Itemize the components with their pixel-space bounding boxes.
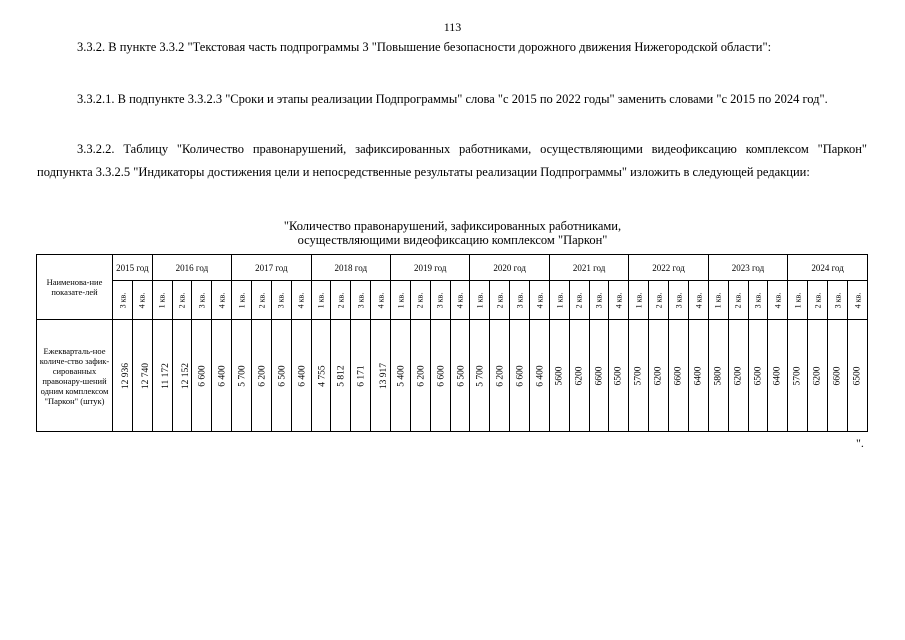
quarter-header: [768, 281, 788, 320]
quarter-header: [490, 281, 510, 320]
value-text: 5 812: [337, 365, 348, 387]
value-cell: [549, 320, 569, 432]
value-text: 6600: [832, 366, 843, 386]
value-cell: [470, 320, 490, 432]
quarter-header: [470, 281, 490, 320]
value-text: 6600: [673, 366, 684, 386]
quarter-header: [351, 281, 371, 320]
value-text: 6 200: [416, 365, 427, 387]
quarter-header: [788, 281, 808, 320]
table-caption: [0, 219, 905, 247]
quarter-header: [629, 281, 649, 320]
value-text: 6400: [693, 366, 704, 386]
paragraph-3-3-2: [37, 36, 867, 59]
quarter-label: 1 кв.: [316, 292, 326, 309]
quarter-label: 4 кв.: [376, 292, 386, 309]
quarter-header-row: [37, 281, 868, 320]
quarter-header: [669, 281, 689, 320]
value-text: 6 600: [515, 365, 526, 387]
value-cell: [291, 320, 311, 432]
value-text: 12 152: [180, 362, 191, 390]
quarter-header: [132, 281, 152, 320]
paragraph-3-3-2-2: [37, 138, 867, 184]
quarter-label: 1 кв.: [395, 292, 405, 309]
value-text: 11 172: [160, 363, 171, 389]
value-text: 13 917: [379, 362, 390, 390]
value-text: 6 600: [198, 365, 209, 387]
parkon-violations-table: [36, 254, 868, 432]
quarter-header: [609, 281, 629, 320]
paragraph-text: 3.3.2. В пункте 3.3.2 "Текстовая часть подпрограммы 3 "Повышение безопасности дорожного движения Нижегородской области":: [77, 40, 772, 54]
value-cell: [410, 320, 430, 432]
value-cell: [152, 320, 172, 432]
quarter-label: 4 кв.: [693, 292, 703, 309]
year-header: 2017 год: [232, 255, 311, 281]
value-text: 6 500: [277, 365, 288, 387]
value-cell: [311, 320, 331, 432]
value-text: 4 755: [317, 365, 328, 387]
quarter-label: 3 кв.: [197, 292, 207, 309]
value-text: 6 200: [257, 365, 268, 387]
quarter-header: [808, 281, 828, 320]
value-cell: [351, 320, 371, 432]
value-text: 6400: [772, 366, 783, 386]
quarter-label: 1 кв.: [793, 292, 803, 309]
quarter-label: 4 кв.: [852, 292, 862, 309]
quarter-header: [827, 281, 847, 320]
quarter-header: [510, 281, 530, 320]
value-cell: [569, 320, 589, 432]
quarter-label: 2 кв.: [813, 292, 823, 309]
value-cell: [589, 320, 609, 432]
year-header-row: [37, 255, 868, 281]
quarter-label: 2 кв.: [733, 292, 743, 309]
year-header: 2020 год: [470, 255, 549, 281]
value-cell: [391, 320, 411, 432]
paragraph-3-3-2-1: [37, 88, 867, 111]
quarter-label: 3 кв.: [753, 292, 763, 309]
year-header: 2021 год: [549, 255, 628, 281]
quarter-header: [331, 281, 351, 320]
value-text: 6600: [594, 366, 605, 386]
quarter-label: 4 кв.: [217, 292, 227, 309]
quarter-header: [232, 281, 252, 320]
value-text: 6500: [852, 366, 863, 386]
quarter-label: 1 кв.: [475, 292, 485, 309]
value-text: 6200: [812, 366, 823, 386]
value-cell: [649, 320, 669, 432]
quarter-label: 2 кв.: [495, 292, 505, 309]
quarter-header: [271, 281, 291, 320]
year-header: 2023 год: [708, 255, 787, 281]
value-text: 5700: [633, 366, 644, 386]
indicator-name: Ежекварталь-ное количе-ство зафик-сированных правонару-шений одним комплексом "Паркон" (штук): [37, 320, 113, 432]
quarter-header: [371, 281, 391, 320]
value-cell: [768, 320, 788, 432]
value-text: 5 700: [476, 365, 487, 387]
quarter-label: 1 кв.: [634, 292, 644, 309]
quarter-label: 4 кв.: [296, 292, 306, 309]
value-cell: [827, 320, 847, 432]
quarter-header: [589, 281, 609, 320]
year-header: 2015 год: [113, 255, 153, 281]
value-cell: [688, 320, 708, 432]
value-text: 5 700: [237, 365, 248, 387]
quarter-label: 4 кв.: [534, 292, 544, 309]
value-text: 6200: [653, 366, 664, 386]
quarter-header: [748, 281, 768, 320]
quarter-header: [530, 281, 550, 320]
value-text: 5700: [792, 366, 803, 386]
value-cell: [132, 320, 152, 432]
table-row: [37, 320, 868, 432]
quarter-header: [708, 281, 728, 320]
quarter-header: [311, 281, 331, 320]
value-cell: [808, 320, 828, 432]
year-header: 2024 год: [788, 255, 868, 281]
quarter-label: 3 кв.: [356, 292, 366, 309]
quarter-header: [291, 281, 311, 320]
value-cell: [232, 320, 252, 432]
quarter-label: 4 кв.: [614, 292, 624, 309]
quarter-header: [410, 281, 430, 320]
value-text: 6 400: [535, 365, 546, 387]
value-cell: [450, 320, 470, 432]
value-text: 12 740: [140, 362, 151, 390]
quarter-header: [688, 281, 708, 320]
quarter-label: 3 кв.: [276, 292, 286, 309]
value-text: 6 400: [217, 365, 228, 387]
quarter-header: [549, 281, 569, 320]
row-header-title: Наименова-ние показате-лей: [37, 255, 113, 320]
table-caption-line-1: "Количество правонарушений, зафиксированных работниками,: [283, 219, 622, 233]
quarter-header: [252, 281, 272, 320]
value-cell: [371, 320, 391, 432]
value-text: 5 400: [396, 365, 407, 387]
value-cell: [212, 320, 232, 432]
quarter-label: 2 кв.: [654, 292, 664, 309]
value-cell: [172, 320, 192, 432]
quarter-label: 3 кв.: [435, 292, 445, 309]
value-cell: [748, 320, 768, 432]
quarter-header: [847, 281, 867, 320]
value-cell: [847, 320, 867, 432]
value-cell: [510, 320, 530, 432]
value-text: 6 200: [496, 365, 507, 387]
value-text: 6500: [753, 366, 763, 386]
year-header: 2016 год: [152, 255, 231, 281]
value-cell: [192, 320, 212, 432]
paragraph-text: 3.3.2.1. В подпункте 3.3.2.3 "Сроки и этапы реализации Подпрограммы" слова "с 2015 по 2022 годы" заменить словами "с 2015 по 2024 год".: [77, 92, 828, 106]
quarter-label: 1 кв.: [237, 292, 247, 309]
quarter-header: [192, 281, 212, 320]
quarter-label: 2 кв.: [177, 292, 187, 309]
value-cell: [788, 320, 808, 432]
quarter-header: [212, 281, 232, 320]
quarter-label: 4 кв.: [455, 292, 465, 309]
quarter-header: [152, 281, 172, 320]
value-cell: [629, 320, 649, 432]
quarter-label: 4 кв.: [773, 292, 783, 309]
quarter-header: [113, 281, 133, 320]
quarter-label: 1 кв.: [554, 292, 564, 309]
quarter-label: 4 кв.: [137, 292, 147, 309]
value-cell: [728, 320, 748, 432]
year-header: 2019 год: [391, 255, 470, 281]
value-text: 12 936: [121, 362, 132, 390]
quarter-header: [430, 281, 450, 320]
quarter-label: 3 кв.: [594, 292, 604, 309]
closing-quote: ".: [856, 436, 864, 450]
quarter-label: 1 кв.: [157, 292, 167, 309]
value-cell: [669, 320, 689, 432]
value-cell: [609, 320, 629, 432]
value-cell: [430, 320, 450, 432]
quarter-header: [450, 281, 470, 320]
quarter-header: [649, 281, 669, 320]
quarter-label: 1 кв.: [713, 292, 723, 309]
quarter-label: 3 кв.: [832, 292, 842, 309]
value-cell: [331, 320, 351, 432]
value-text: 5600: [554, 366, 565, 386]
quarter-label: 2 кв.: [256, 292, 266, 309]
quarter-header: [728, 281, 748, 320]
value-text: 6200: [733, 366, 744, 386]
value-text: 6500: [613, 366, 624, 386]
quarter-header: [172, 281, 192, 320]
table-caption-line-2: осуществляющими видеофиксацию комплексом "Паркон": [297, 233, 608, 247]
year-header: 2018 год: [311, 255, 390, 281]
value-text: 6 500: [456, 365, 467, 387]
paragraph-text: 3.3.2.2. Таблицу "Количество правонарушений, зафиксированных работниками, осуществляющими видеофиксацию комплексом "Паркон" подпункта 3.3.2.5 "Индикаторы достижения цели и непосредственные результаты реализации Подпрограммы" изложить в следующей редакции:: [37, 142, 867, 179]
value-cell: [252, 320, 272, 432]
value-cell: [530, 320, 550, 432]
value-text: 6 600: [436, 365, 447, 387]
year-header: 2022 год: [629, 255, 708, 281]
quarter-header: [569, 281, 589, 320]
value-text: 6 171: [357, 365, 367, 387]
value-cell: [271, 320, 291, 432]
quarter-label: 2 кв.: [415, 292, 425, 309]
value-text: 5800: [713, 366, 724, 386]
page-number: 113: [443, 20, 462, 34]
value-cell: [708, 320, 728, 432]
quarter-label: 3 кв.: [117, 292, 127, 309]
value-cell: [113, 320, 133, 432]
value-cell: [490, 320, 510, 432]
quarter-label: 3 кв.: [673, 292, 683, 309]
value-text: 6 400: [297, 365, 308, 387]
quarter-label: 2 кв.: [574, 292, 584, 309]
value-text: 6200: [574, 366, 585, 386]
quarter-label: 3 кв.: [515, 292, 525, 309]
quarter-label: 2 кв.: [336, 292, 346, 309]
quarter-header: [391, 281, 411, 320]
